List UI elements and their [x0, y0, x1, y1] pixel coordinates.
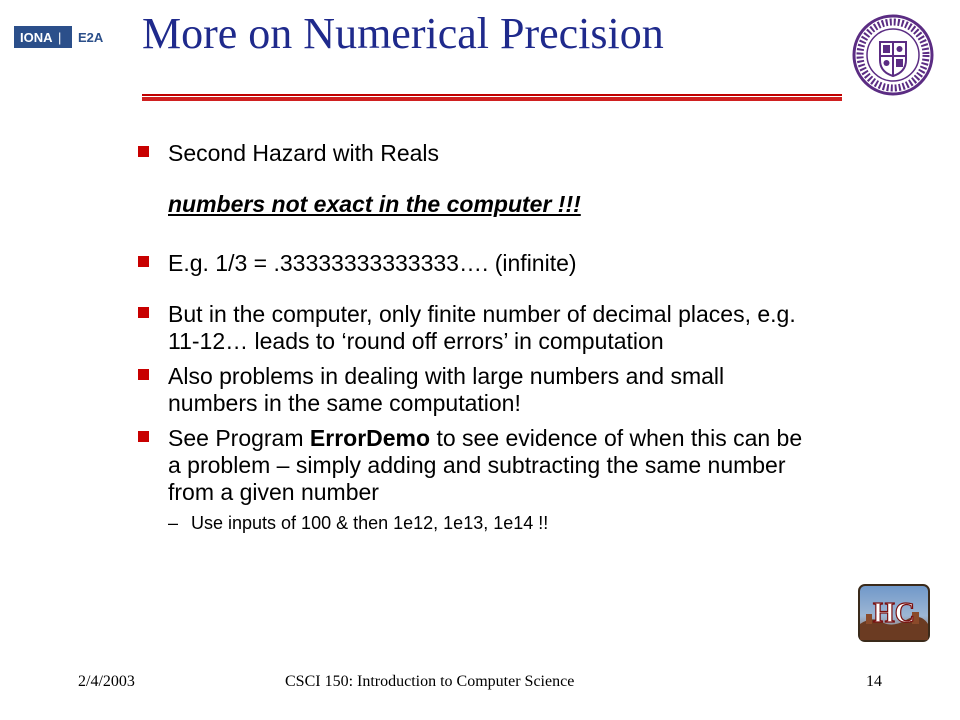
bullet-item: [138, 425, 818, 506]
bullet-text-pre: See Program: [168, 425, 310, 451]
bullet-item: [138, 363, 818, 417]
svg-text:E2A: E2A: [78, 30, 104, 45]
hc-logo-text: HC: [873, 598, 915, 629]
iona-e2a-logo: [14, 26, 120, 48]
bullet-square-icon: [138, 146, 149, 157]
svg-text:|: |: [58, 30, 62, 45]
footer-date: 2/4/2003: [78, 673, 135, 690]
bullet-square-icon: [138, 256, 149, 267]
bullet-square-icon: [138, 307, 149, 318]
page-title: More on Numerical Precision: [142, 9, 664, 58]
program-name: ErrorDemo: [309, 425, 431, 451]
bullet-text: Also problems in dealing with large numbers and small numbers in the same computation!: [168, 363, 725, 416]
bullet-item: [138, 250, 818, 277]
sub-bullet-dash: –: [168, 513, 179, 533]
bullet-text: E.g. 1/3 = .33333333333333…. (infinite): [168, 250, 577, 276]
sub-bullet-item: [138, 512, 818, 534]
bullet-square-icon: [138, 431, 149, 442]
slide-body: [138, 140, 818, 534]
hc-logo: [858, 584, 930, 642]
bullet-text: But in the computer, only finite number of decimal places, e.g. 11-12… leads to ‘round off errors’ in computation: [168, 301, 796, 354]
svg-text:IONA: IONA: [20, 30, 53, 45]
footer-page-number: 14: [866, 673, 882, 690]
university-seal-icon: [852, 14, 934, 96]
bullet-item: [138, 301, 818, 355]
bullet-item: [138, 140, 818, 167]
bullet-square-icon: [138, 369, 149, 380]
bullet-text: Second Hazard with Reals: [168, 140, 440, 166]
emphasis-line: [138, 191, 818, 218]
footer-course: CSCI 150: Introduction to Computer Science: [285, 673, 575, 690]
title-underline: [142, 94, 842, 101]
bullet-text-post: to see evidence of when this can be a problem – simply adding and subtracting the same number from a given number: [168, 425, 803, 505]
emphasis-text: numbers not exact in the computer !!!: [168, 191, 581, 217]
sub-bullet-text: Use inputs of 100 & then 1e12, 1e13, 1e14 !!: [191, 513, 549, 533]
